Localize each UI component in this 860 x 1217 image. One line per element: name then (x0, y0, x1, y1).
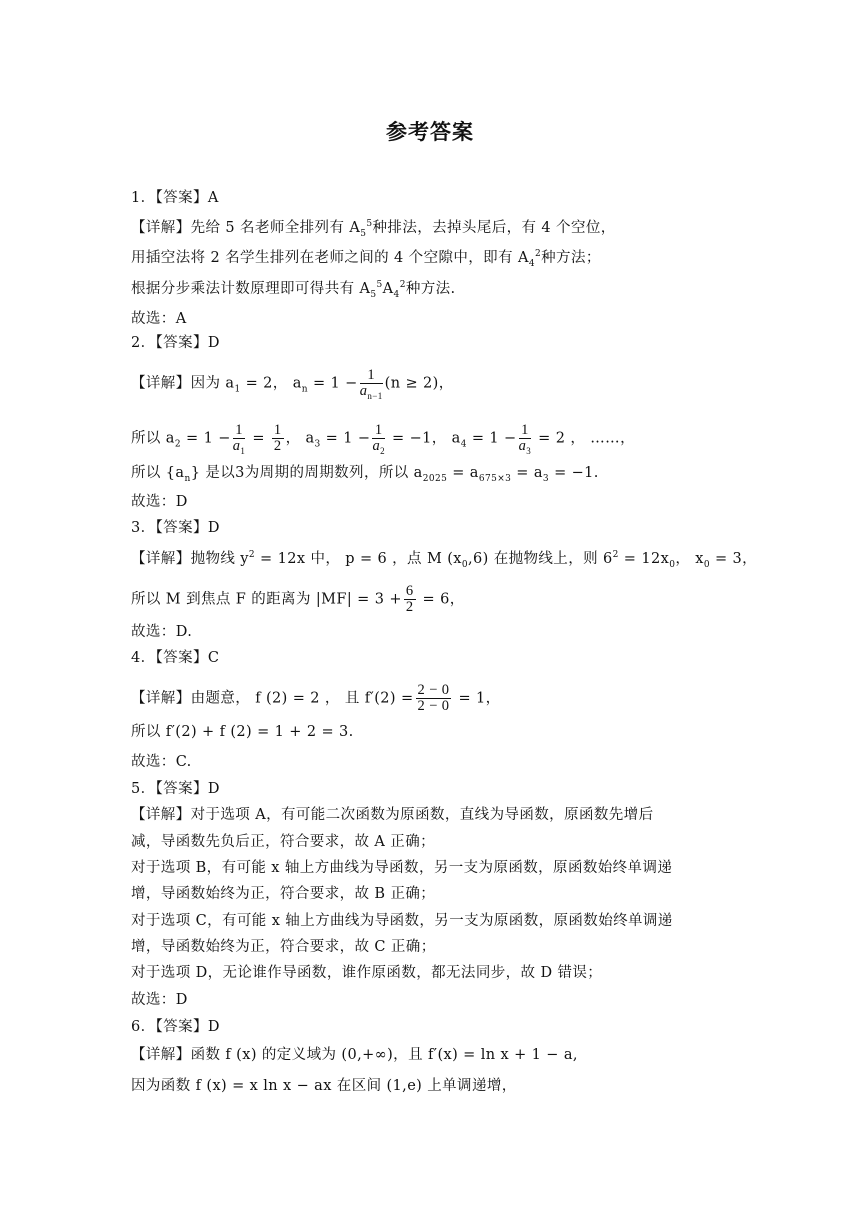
q2-l2-f2n: 1 (273, 422, 282, 438)
q2-l2-frac1 (233, 423, 246, 454)
q4-l1-fd: 2 − 0 (417, 698, 450, 714)
q2-l2-e: = 1 − (320, 430, 371, 447)
q3-l1-e: ， x (675, 551, 704, 567)
q2-l3-a: 所以 {a (131, 465, 185, 481)
q1-l3-sub2: 4 (393, 289, 400, 300)
q2-l1-c: = 2， a (240, 375, 302, 392)
q2-l1-f: (n ≥ 2)， (384, 375, 454, 392)
q2-l2-frac4 (519, 423, 532, 454)
q3-l1-s0: 0 (461, 559, 468, 570)
q1-l3-sup1: 5 (376, 280, 383, 291)
q3-l2-fn: 6 (405, 583, 414, 599)
q3-l1-s2: 0 (703, 559, 710, 570)
q2-detail-line-2 (131, 423, 731, 454)
q4-l1-a: 【详解】由题意， f (2) = 2 ， 且 f′(2) = (131, 690, 414, 707)
q1-l3-sub1: 5 (370, 289, 377, 300)
q2-l2-f1n: 1 (233, 423, 246, 439)
q2-l3-s2: 2025 (422, 473, 448, 484)
q2-l3-d: = a (511, 465, 543, 481)
q1-l3-tail: 种方法. (405, 281, 456, 297)
q3-l1-b: = 12x 中， p = 6 ，点 M (x (255, 551, 462, 567)
q4-l1-b: = 1， (453, 690, 501, 707)
q3-l1-sup: 2 (248, 550, 256, 561)
q2-l1-sub-n: n (301, 384, 308, 395)
q2-l2-a: 所以 a (131, 430, 175, 447)
q1-choice: 故选：A (131, 311, 187, 327)
q2-detail-line-1 (131, 368, 731, 399)
q2-l2-s3: 3 (314, 439, 321, 450)
q6-detail-line-2: 因为函数 f (x) = x ln x − ax 在区间 (1,e) 上单调递增， (131, 1078, 517, 1094)
q2-l3-s3: 675×3 (478, 473, 512, 484)
q3-l1-c: ,6) 在抛物线上，则 6 (468, 551, 613, 567)
q2-l2-f4d: a (518, 438, 527, 454)
q3-choice: 故选：D. (131, 624, 193, 640)
q3-l1-f: = 3， (709, 551, 758, 567)
q5-answer-heading: 5．【答案】D (131, 781, 220, 797)
q2-l2-frac2 (272, 423, 284, 454)
q1-detail-line-3 (131, 279, 731, 299)
q2-detail-line-3 (131, 463, 731, 483)
q2-l2-f2d: 2 (273, 438, 282, 454)
q1-l1-text: 【详解】先给 5 名老师全排列有 A (131, 220, 361, 236)
q3-l1-a: 【详解】抛物线 y (131, 551, 249, 567)
q2-l1-frac-den-sub: n−1 (367, 390, 383, 401)
q4-choice: 故选：C. (131, 754, 192, 770)
q2-l3-s: n (184, 473, 191, 484)
q2-l2-f4ds: 3 (526, 445, 532, 456)
q2-answer-heading: 2．【答案】D (131, 335, 220, 351)
q2-l1-fraction (360, 368, 383, 399)
q1-l1-sup: 5 (366, 219, 373, 230)
q4-detail-line-1 (131, 683, 731, 714)
q2-l1-e: = 1 − (307, 375, 358, 392)
q1-l3-sup2: 2 (399, 280, 406, 291)
q3-l2-frac (404, 584, 416, 615)
q3-l1-s1: 0 (669, 559, 676, 570)
q2-l2-f4n: 1 (519, 423, 532, 439)
q2-l3-s4: 3 (542, 473, 550, 484)
q5-detail-line-6: 增，导函数始终为正，符合要求，故 C 正确； (131, 939, 436, 955)
q2-l2-h: = 2 ， ……， (533, 430, 635, 447)
q2-l1-frac-num: 1 (360, 368, 383, 384)
q1-l1-tail: 种排法，去掉头尾后，有 4 个空位， (372, 220, 616, 236)
q2-l2-f3d: a (372, 438, 381, 454)
q3-answer-heading: 3．【答案】D (131, 520, 220, 536)
q1-detail-line-2 (131, 248, 731, 268)
q2-l3-b: } 是以3为周期的周期数列，所以 a (190, 465, 423, 481)
q2-l2-f3ds: 2 (380, 445, 385, 456)
q3-l2-fd: 2 (405, 599, 414, 615)
q2-l2-s4: 4 (460, 439, 467, 450)
q1-l2-text: 用插空法将 2 名学生排列在老师之间的 4 个空隙中，即有 A (131, 250, 529, 266)
q2-l2-f1ds: 1 (240, 445, 246, 456)
q5-detail-line-5: 对于选项 C，有可能 x 轴上方曲线为导函数，另一支为原函数，原函数始终单调递 (131, 913, 673, 929)
q2-l2-f1d: a (232, 438, 241, 454)
q4-l1-fn: 2 − 0 (417, 682, 450, 698)
q1-l2-sup: 2 (535, 249, 542, 260)
q3-l1-sup2: 2 (612, 550, 619, 561)
q5-detail-line-7: 对于选项 D，无论谁作导函数，谁作原函数，都无法同步，故 D 错误； (131, 965, 603, 981)
q4-detail-line-2: 所以 f′(2) + f (2) = 1 + 2 = 3. (131, 724, 354, 740)
q4-l1-frac (416, 683, 452, 714)
q1-l1-sub: 5 (360, 228, 367, 239)
q4-answer-heading: 4．【答案】C (131, 650, 220, 666)
q1-l3-a2: A (382, 281, 394, 297)
q2-l1-frac-den: a (359, 383, 368, 399)
q1-l3-text: 根据分步乘法计数原理即可得共有 A (131, 281, 371, 297)
q3-detail-line-1 (131, 549, 758, 570)
q2-l2-f: = −1， a (387, 430, 461, 447)
q2-l2-g: = 1 − (466, 430, 517, 447)
q2-l2-d: ， a (285, 430, 315, 447)
q5-detail-line-2: 减，导函数先负后正，符合要求，故 A 正确； (131, 834, 435, 850)
page-title: 参考答案 (386, 120, 474, 144)
q2-l3-e: = −1. (549, 465, 599, 481)
q5-detail-line-3: 对于选项 B，有可能 x 轴上方曲线为导函数，另一支为原函数，原函数始终单调递 (131, 860, 673, 876)
q2-l2-b: = 1 − (181, 430, 231, 447)
q3-l1-d: = 12x (618, 551, 670, 567)
q2-choice: 故选：D (131, 494, 188, 510)
q2-l2-c: = (247, 430, 270, 447)
q1-l2-sub: 4 (528, 258, 536, 269)
q6-answer-heading: 6．【答案】D (131, 1019, 220, 1035)
q1-answer-heading: 1．【答案】A (131, 190, 219, 206)
q2-l3-c: = a (447, 465, 479, 481)
q5-detail-line-1: 【详解】对于选项 A，有可能二次函数为原函数，直线为导函数，原函数先增后 (131, 807, 654, 823)
q5-choice: 故选：D (131, 992, 188, 1008)
q2-l2-frac3 (372, 423, 385, 454)
q5-detail-line-4: 增，导函数始终为正，符合要求，故 B 正确； (131, 886, 436, 902)
q2-l1-a: 【详解】因为 a (131, 375, 235, 392)
q1-detail-line-1 (131, 218, 731, 238)
q3-l2-b: = 6， (417, 591, 465, 608)
q1-l2-tail: 种方法； (541, 250, 601, 266)
q2-l2-f3n: 1 (372, 423, 385, 439)
q3-l2-a: 所以 M 到焦点 F 的距离为 |MF| = 3 + (131, 591, 402, 608)
q2-l2-s1: 2 (174, 439, 181, 450)
q2-l1-sub: 1 (234, 384, 241, 395)
q3-detail-line-2 (131, 584, 731, 615)
q6-detail-line-1: 【详解】函数 f (x) 的定义域为 (0,+∞)，且 f′(x) = ln x + 1 − a, (131, 1047, 578, 1063)
